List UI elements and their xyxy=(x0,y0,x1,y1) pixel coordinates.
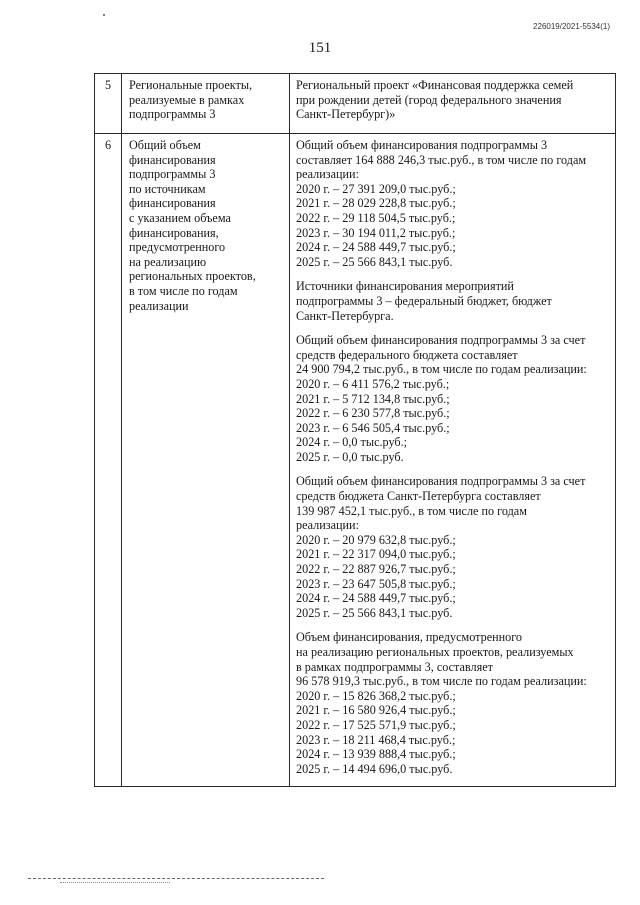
row-label-cell xyxy=(122,74,290,134)
description-paragraph xyxy=(296,78,611,122)
description-line: Региональный проект «Финансовая поддержка семей xyxy=(296,78,574,92)
page-number: 151 xyxy=(308,40,332,56)
row-number: 5 xyxy=(95,74,122,134)
description-line: 96 578 919,3 тыс.руб., в том числе по годам реализации: xyxy=(296,674,587,689)
row-label-line: Региональные проекты, xyxy=(129,78,253,92)
description-line: 2023 г. – 23 647 505,8 тыс.руб.; xyxy=(296,576,456,591)
description-line: реализации: xyxy=(296,167,359,182)
description-line: 2021 г. – 16 580 926,4 тыс.руб.; xyxy=(296,703,456,718)
description-line: 2022 г. – 6 230 577,8 тыс.руб.; xyxy=(296,406,450,421)
description-line: 2022 г. – 29 118 504,5 тыс.руб.; xyxy=(296,210,456,225)
description-paragraph xyxy=(296,474,611,620)
description-line: средств федерального бюджета составляет xyxy=(296,347,518,362)
description-line: Источники финансирования мероприятий xyxy=(296,279,514,294)
description-paragraph xyxy=(296,333,611,464)
description-line: при рождении детей (город федерального значения xyxy=(296,92,562,107)
row-label-line: на реализацию xyxy=(129,254,207,269)
description-line: Общий объем финансирования подпрограммы 3 за счет xyxy=(296,474,586,489)
passport-table xyxy=(94,73,616,787)
row-label-line: в том числе по годам xyxy=(129,283,238,298)
description-line: 2021 г. – 5 712 134,8 тыс.руб.; xyxy=(296,391,450,406)
description-line: Санкт-Петербург)» xyxy=(296,107,396,122)
footer-rule-secondary xyxy=(60,882,170,883)
description-line: 2025 г. – 0,0 тыс.руб. xyxy=(296,449,404,464)
description-line: 2021 г. – 22 317 094,0 тыс.руб.; xyxy=(296,547,456,562)
description-line: подпрограммы 3 – федеральный бюджет, бюджет xyxy=(296,293,552,308)
row-label-line: по источникам xyxy=(129,181,206,196)
description-line: 2022 г. – 22 887 926,7 тыс.руб.; xyxy=(296,562,456,577)
row-label-line: реализуемые в рамках xyxy=(129,92,245,107)
row-label-line: финансирования xyxy=(129,152,216,167)
description-line: Санкт-Петербурга. xyxy=(296,308,394,323)
description-line: 2024 г. – 24 588 449,7 тыс.руб.; xyxy=(296,240,456,255)
row-description-cell xyxy=(290,74,616,134)
description-line: 2023 г. – 30 194 011,2 тыс.руб.; xyxy=(296,225,456,240)
description-line: Общий объем финансирования подпрограммы 3 xyxy=(296,138,548,152)
description-line: Общий объем финансирования подпрограммы 3 за счет xyxy=(296,333,586,348)
description-line: 2024 г. – 13 939 888,4 тыс.руб.; xyxy=(296,747,456,762)
row-label-line: финансирования, xyxy=(129,225,219,240)
table-row xyxy=(95,74,616,134)
row-label-line: финансирования xyxy=(129,196,216,211)
description-line: 2020 г. – 20 979 632,8 тыс.руб.; xyxy=(296,532,456,547)
description-line: Объем финансирования, предусмотренного xyxy=(296,630,523,645)
scan-speck xyxy=(103,14,105,16)
row-description-cell xyxy=(290,134,616,787)
description-line: 2025 г. – 25 566 843,1 тыс.руб. xyxy=(296,605,453,620)
row-label-line: подпрограммы 3 xyxy=(129,107,216,122)
description-paragraph xyxy=(296,630,611,776)
footer-rule xyxy=(28,878,324,879)
description-line: 2023 г. – 6 546 505,4 тыс.руб.; xyxy=(296,420,450,435)
description-paragraph xyxy=(296,138,611,269)
description-line: 2024 г. – 0,0 тыс.руб.; xyxy=(296,435,408,450)
description-line: 2023 г. – 18 211 468,4 тыс.руб.; xyxy=(296,732,456,747)
description-line: 2021 г. – 28 029 228,8 тыс.руб.; xyxy=(296,196,456,211)
description-line: на реализацию региональных проектов, реализуемых xyxy=(296,645,574,659)
document-code: 226019/2021-5534(1) xyxy=(533,22,610,31)
table-row xyxy=(95,134,616,787)
description-line: средств бюджета Санкт-Петербурга составляет xyxy=(296,489,541,504)
description-line: 2020 г. – 15 826 368,2 тыс.руб.; xyxy=(296,688,456,703)
description-line: 139 987 452,1 тыс.руб., в том числе по годам xyxy=(296,503,527,518)
description-paragraph xyxy=(296,279,611,323)
description-line: 2020 г. – 27 391 209,0 тыс.руб.; xyxy=(296,181,456,196)
row-number: 6 xyxy=(95,134,122,787)
description-line: 2020 г. – 6 411 576,2 тыс.руб.; xyxy=(296,376,450,391)
row-label-line: региональных проектов, xyxy=(129,269,256,284)
description-line: 24 900 794,2 тыс.руб., в том числе по годам реализации: xyxy=(296,362,587,377)
row-label-line: подпрограммы 3 xyxy=(129,167,216,182)
description-line: 2022 г. – 17 525 571,9 тыс.руб.; xyxy=(296,717,456,732)
description-line: реализации: xyxy=(296,518,359,533)
description-line: 2024 г. – 24 588 449,7 тыс.руб.; xyxy=(296,591,456,606)
row-label-line: Общий объем xyxy=(129,138,201,152)
description-line: 2025 г. – 25 566 843,1 тыс.руб. xyxy=(296,254,453,269)
description-line: в рамках подпрограммы 3, составляет xyxy=(296,659,493,674)
row-label-line: реализации xyxy=(129,298,189,313)
table-body xyxy=(95,74,616,787)
description-line: 2025 г. – 14 494 696,0 тыс.руб. xyxy=(296,761,453,776)
row-label-line: предусмотренного xyxy=(129,240,226,255)
description-line: составляет 164 888 246,3 тыс.руб., в том числе по годам xyxy=(296,152,587,167)
row-label-cell xyxy=(122,134,290,787)
row-label-line: с указанием объема xyxy=(129,210,231,225)
